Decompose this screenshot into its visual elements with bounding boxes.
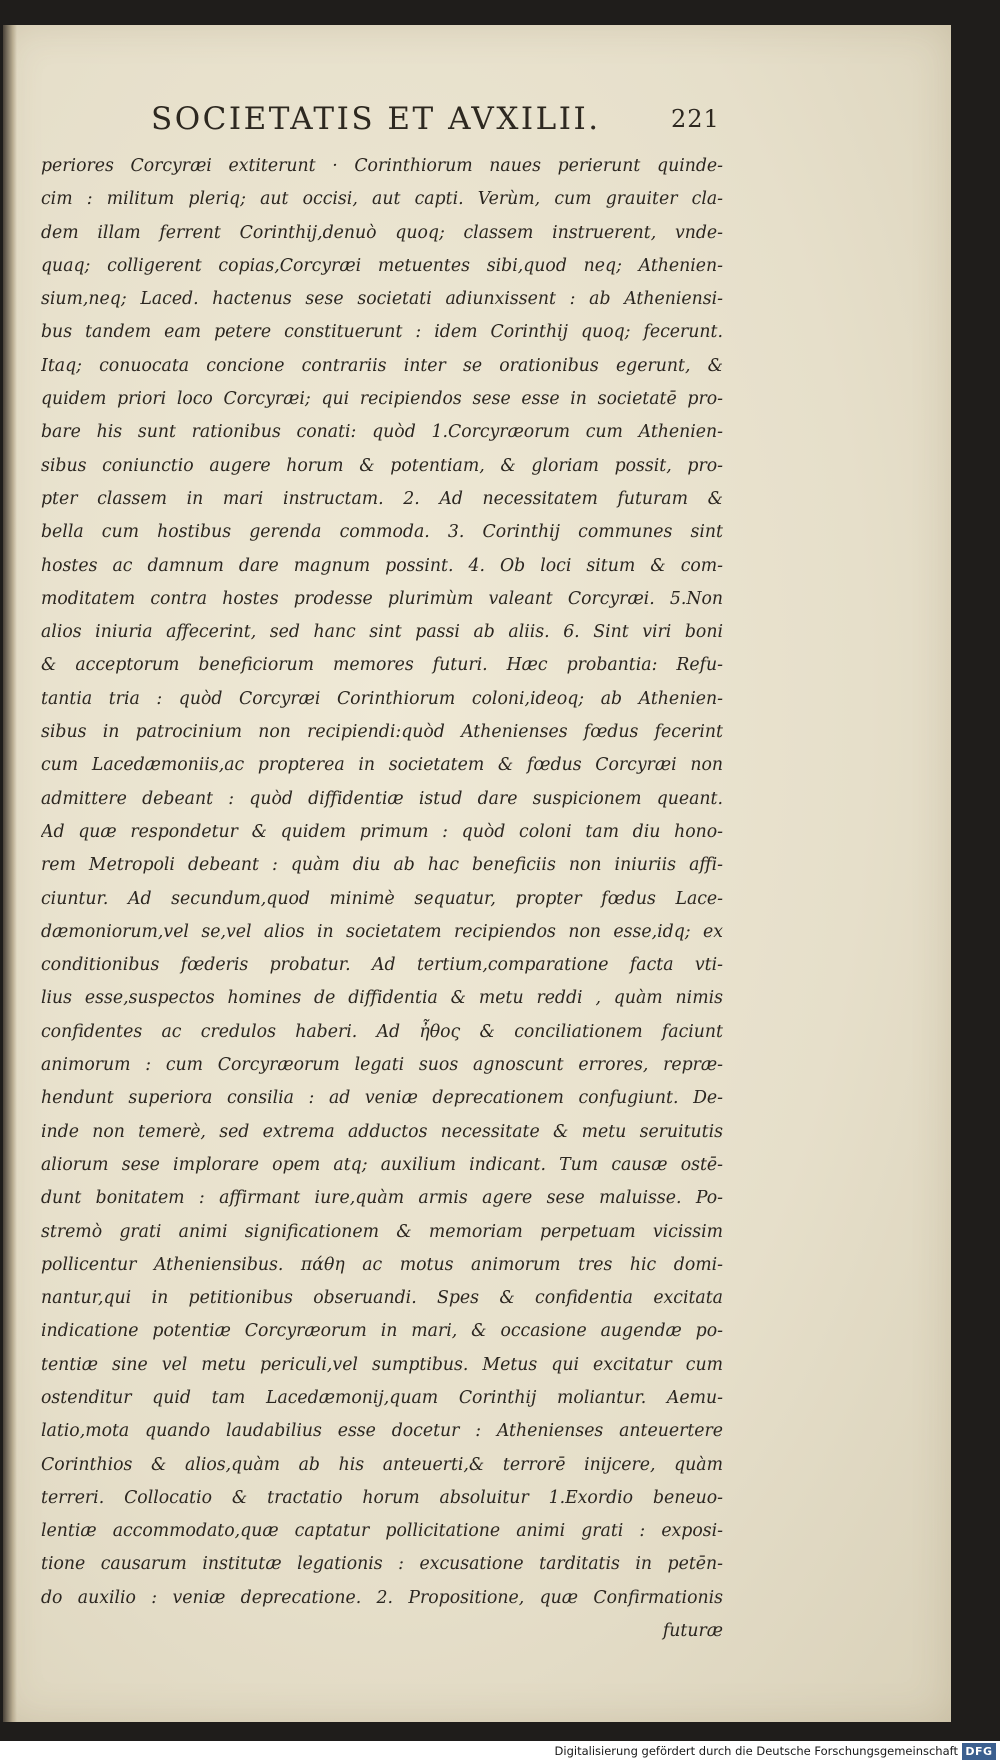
text-line: tantia tria : quòd Corcyræi Corinthiorum coloni,ideoq; ab Athenien- <box>41 688 723 709</box>
text-line: bella cum hostibus gerenda commoda. 3. Corinthij communes sint <box>41 522 723 543</box>
text-line: ciuntur. Ad secundum,quod minimè sequatur, propter fœdus Lace- <box>41 888 723 909</box>
text-line: hostes ac damnum dare magnum possint. 4. Ob loci situm & com- <box>41 555 723 576</box>
page-number: 221 <box>671 105 720 133</box>
text-line: pollicentur Atheniensibus. πάθη ac motus animorum tres hic domi- <box>41 1254 723 1275</box>
text-line: quaq; colligerent copias,Corcyræi metuentes sibi,quod neq; Athenien- <box>41 255 723 276</box>
book-page <box>3 25 951 1722</box>
text-line: lentiæ accommodato,quæ captatur pollicitatione animi grati : exposi- <box>41 1521 723 1542</box>
text-line: dunt bonitatem : affirmant iure,quàm armis agere sese maluisse. Po- <box>41 1188 723 1209</box>
text-line: tione causarum institutæ legationis : excusatione tarditatis in petēn- <box>41 1554 723 1575</box>
text-line: Itaq; conuocata concione contrariis inter se orationibus egerunt, & <box>41 355 723 376</box>
text-line: do auxilio : veniæ deprecatione. 2. Propositione, quæ Confirmationis <box>41 1587 723 1608</box>
text-line: tentiæ sine vel metu periculi,vel sumptibus. Metus qui excitatur cum <box>41 1354 723 1375</box>
text-line: inde non temerè, sed extrema adductos necessitate & metu seruitutis <box>41 1121 723 1142</box>
text-line: hendunt superiora consilia : ad veniæ deprecationem confugiunt. De- <box>41 1088 723 1109</box>
text-line: periores Corcyræi extiterunt · Corinthiorum naues perierunt quinde- <box>41 156 723 176</box>
text-line: nantur,qui in petitionibus obseruandi. Spes & confidentia excitata <box>41 1288 723 1309</box>
body-text <box>41 150 723 1648</box>
text-line: aliorum sese implorare opem atq; auxilium indicant. Tum causæ ostē- <box>41 1154 723 1175</box>
text-line: conditionibus fœderis probatur. Ad tertium,comparatione facta vti- <box>41 955 723 976</box>
text-line: latio,mota quando laudabilius esse docetur : Athenienses anteuertere <box>41 1421 723 1442</box>
text-line: terreri. Collocatio & tractatio horum absoluitur 1.Exordio beneuo- <box>41 1487 723 1508</box>
text-line: sibus in patrocinium non recipiendi:quòd Athenienses fœdus fecerint <box>41 722 723 743</box>
digitization-footer <box>0 1741 1000 1763</box>
text-line: bus tandem eam petere constituerunt : idem Corinthij quoq; fecerunt. <box>41 322 723 343</box>
text-line: futuræ <box>662 1621 723 1642</box>
text-line: indicatione potentiæ Corcyræorum in mari, & occasione augendæ po- <box>41 1321 723 1342</box>
running-head <box>43 83 943 139</box>
text-line: sibus coniunctio augere horum & potentiam, & gloriam possit, pro- <box>41 455 723 476</box>
text-line: admittere debeant : quòd diffidentiæ istud dare suspicionem queant. <box>41 788 723 809</box>
text-line: moditatem contra hostes prodesse plurimùm valeant Corcyræi. 5.Non <box>41 588 723 609</box>
text-line: alios iniuria affecerint, sed hanc sint passi ab aliis. 6. Sint viri boni <box>41 622 723 643</box>
text-line: dem illam ferrent Corinthij,denuò quoq; classem instruerent, vnde- <box>41 222 723 243</box>
text-line: bare his sunt rationibus conati: quòd 1.Corcyræorum cum Athenien- <box>41 422 723 443</box>
text-line: lius esse,suspectos homines de diffidentia & metu reddi , quàm nimis <box>41 988 723 1009</box>
text-line: confidentes ac credulos haberi. Ad ἦθος & conciliationem faciunt <box>41 1021 723 1042</box>
text-line: cum Lacedæmoniis,ac propterea in societatem & fœdus Corcyræi non <box>41 755 723 776</box>
dfg-logo: DFG <box>962 1743 996 1760</box>
text-line: stremò grati animi significationem & memoriam perpetuam vicissim <box>41 1221 723 1242</box>
text-line: dæmoniorum,vel se,vel alios in societatem recipiendos non esse,idq; ex <box>41 921 723 942</box>
text-line: rem Metropoli debeant : quàm diu ab hac beneficiis non iniuriis affi- <box>41 855 723 876</box>
text-line: animorum : cum Corcyræorum legati suos agnoscunt errores, repræ- <box>41 1055 723 1076</box>
page-gutter <box>3 25 17 1722</box>
text-line: pter classem in mari instructam. 2. Ad necessitatem futuram & <box>41 488 723 509</box>
text-line: sium,neq; Laced. hactenus sese societati adiunxissent : ab Atheniensi- <box>41 289 723 310</box>
text-line: quidem priori loco Corcyræi; qui recipiendos sese esse in societatē pro- <box>41 389 723 410</box>
running-head-title: SOCIETATIS ET AVXILII. <box>151 101 601 137</box>
text-line: & acceptorum beneficiorum memores futuri. Hæc probantia: Refu- <box>41 655 723 676</box>
text-line: cim : militum pleriq; aut occisi, aut capti. Verùm, cum grauiter cla- <box>41 189 723 210</box>
text-line: Corinthios & alios,quàm ab his anteuerti,& terrorē inijcere, quàm <box>41 1454 723 1475</box>
text-line: ostenditur quid tam Lacedæmonij,quam Corinthij moliantur. Aemu- <box>41 1387 723 1408</box>
funding-credit: Digitalisierung gefördert durch die Deutsche Forschungsgemeinschaft <box>554 1744 958 1758</box>
text-line: Ad quæ respondetur & quidem primum : quòd coloni tam diu hono- <box>41 821 723 842</box>
